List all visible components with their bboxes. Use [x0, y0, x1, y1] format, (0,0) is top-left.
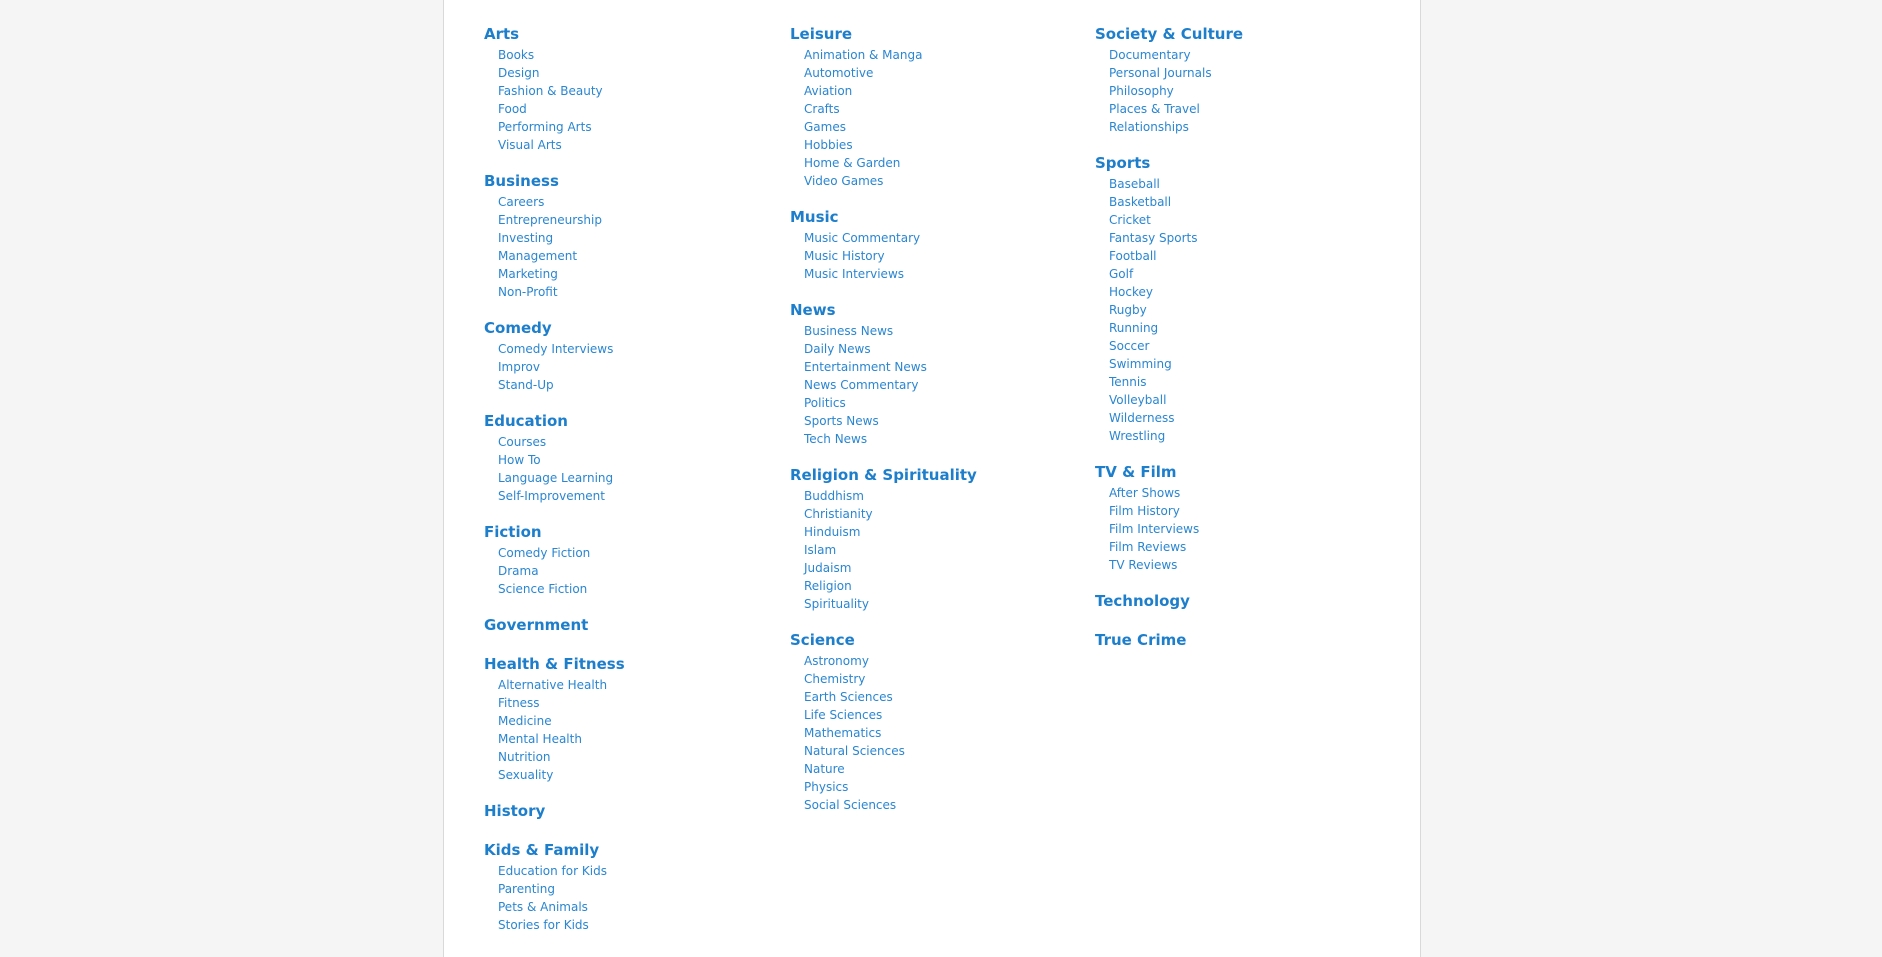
- subcategory-link-philosophy[interactable]: Philosophy: [1109, 84, 1174, 98]
- subcategory-list: [790, 652, 1090, 814]
- category-link-arts[interactable]: Arts: [484, 25, 520, 43]
- subcategory-link-mental-health[interactable]: Mental Health: [498, 732, 582, 746]
- subcategory-link-social-sciences[interactable]: Social Sciences: [804, 798, 897, 812]
- subcategory-link-pets-and-animals[interactable]: Pets & Animals: [498, 900, 588, 914]
- subcategory-link-relationships[interactable]: Relationships: [1109, 120, 1189, 134]
- category-link-true-crime[interactable]: True Crime: [1095, 631, 1187, 649]
- subcategory-link-management[interactable]: Management: [498, 249, 578, 263]
- category-directory: [443, 0, 1421, 957]
- category-group-sports: [1095, 153, 1395, 445]
- subcategory-link-volleyball[interactable]: Volleyball: [1109, 393, 1167, 407]
- category-column-3: [1095, 24, 1395, 669]
- subcategory-link-how-to[interactable]: How To: [498, 453, 541, 467]
- subcategory-link-life-sciences[interactable]: Life Sciences: [804, 708, 883, 722]
- subcategory-link-football[interactable]: Football: [1109, 249, 1157, 263]
- category-link-government[interactable]: Government: [484, 616, 589, 634]
- category-link-sports[interactable]: Sports: [1095, 154, 1151, 172]
- subcategory-link-stories-for-kids[interactable]: Stories for Kids: [498, 918, 589, 932]
- subcategory-link-soccer[interactable]: Soccer: [1109, 339, 1150, 353]
- subcategory-link-astronomy[interactable]: Astronomy: [804, 654, 869, 668]
- subcategory-link-film-history[interactable]: Film History: [1109, 504, 1180, 518]
- subcategory-link-medicine[interactable]: Medicine: [498, 714, 552, 728]
- category-group-government: [484, 615, 784, 637]
- category-group-arts: [484, 24, 784, 154]
- subcategory-link-daily-news[interactable]: Daily News: [804, 342, 871, 356]
- subcategory-link-fitness[interactable]: Fitness: [498, 696, 540, 710]
- subcategory-link-science-fiction[interactable]: Science Fiction: [498, 582, 588, 596]
- subcategory-link-islam[interactable]: Islam: [804, 543, 837, 557]
- subcategory-list: [790, 46, 1090, 190]
- category-link-tv-and-film[interactable]: TV & Film: [1095, 463, 1177, 481]
- subcategory-link-physics[interactable]: Physics: [804, 780, 849, 794]
- subcategory-list: [484, 340, 784, 394]
- subcategory-link-rugby[interactable]: Rugby: [1109, 303, 1147, 317]
- subcategory-link-fashion-and-beauty[interactable]: Fashion & Beauty: [498, 84, 603, 98]
- category-link-leisure[interactable]: Leisure: [790, 25, 853, 43]
- subcategory-link-books[interactable]: Books: [498, 48, 535, 62]
- subcategory-link-design[interactable]: Design: [498, 66, 540, 80]
- subcategory-link-hinduism[interactable]: Hinduism: [804, 525, 861, 539]
- subcategory-list: [1095, 46, 1395, 136]
- subcategory-link-tv-reviews[interactable]: TV Reviews: [1109, 558, 1178, 572]
- subcategory-list: [484, 46, 784, 154]
- category-column-2: [790, 24, 1090, 831]
- subcategory-link-nature[interactable]: Nature: [804, 762, 845, 776]
- subcategory-link-stand-up[interactable]: Stand-Up: [498, 378, 554, 392]
- subcategory-link-marketing[interactable]: Marketing: [498, 267, 558, 281]
- subcategory-link-video-games[interactable]: Video Games: [804, 174, 884, 188]
- subcategory-link-aviation[interactable]: Aviation: [804, 84, 853, 98]
- category-group-health-and-fitness: [484, 654, 784, 784]
- subcategory-link-courses[interactable]: Courses: [498, 435, 547, 449]
- subcategory-link-baseball[interactable]: Baseball: [1109, 177, 1160, 191]
- subcategory-link-alternative-health[interactable]: Alternative Health: [498, 678, 608, 692]
- subcategory-link-after-shows[interactable]: After Shows: [1109, 486, 1181, 500]
- category-group-religion-and-spirituality: [790, 465, 1090, 613]
- category-group-science: [790, 630, 1090, 814]
- subcategory-link-crafts[interactable]: Crafts: [804, 102, 840, 116]
- subcategory-link-animation-and-manga[interactable]: Animation & Manga: [804, 48, 923, 62]
- subcategory-link-basketball[interactable]: Basketball: [1109, 195, 1172, 209]
- subcategory-link-news-commentary[interactable]: News Commentary: [804, 378, 919, 392]
- subcategory-link-music-commentary[interactable]: Music Commentary: [804, 231, 921, 245]
- subcategory-link-running[interactable]: Running: [1109, 321, 1159, 335]
- category-link-music[interactable]: Music: [790, 208, 839, 226]
- subcategory-link-mathematics[interactable]: Mathematics: [804, 726, 882, 740]
- subcategory-link-entertainment-news[interactable]: Entertainment News: [804, 360, 927, 374]
- subcategory-link-home-and-garden[interactable]: Home & Garden: [804, 156, 901, 170]
- subcategory-list: [790, 229, 1090, 283]
- category-link-education[interactable]: Education: [484, 412, 568, 430]
- category-group-news: [790, 300, 1090, 448]
- subcategory-link-parenting[interactable]: Parenting: [498, 882, 555, 896]
- subcategory-link-wilderness[interactable]: Wilderness: [1109, 411, 1175, 425]
- subcategory-link-wrestling[interactable]: Wrestling: [1109, 429, 1166, 443]
- subcategory-link-careers[interactable]: Careers: [498, 195, 545, 209]
- subcategory-link-education-for-kids[interactable]: Education for Kids: [498, 864, 607, 878]
- subcategory-link-chemistry[interactable]: Chemistry: [804, 672, 866, 686]
- subcategory-link-fantasy-sports[interactable]: Fantasy Sports: [1109, 231, 1198, 245]
- subcategory-link-hockey[interactable]: Hockey: [1109, 285, 1153, 299]
- category-group-leisure: [790, 24, 1090, 190]
- category-link-kids-and-family[interactable]: Kids & Family: [484, 841, 600, 859]
- subcategory-list: [484, 193, 784, 301]
- subcategory-link-visual-arts[interactable]: Visual Arts: [498, 138, 562, 152]
- subcategory-link-self-improvement[interactable]: Self-Improvement: [498, 489, 605, 503]
- subcategory-link-film-interviews[interactable]: Film Interviews: [1109, 522, 1200, 536]
- category-group-society-and-culture: [1095, 24, 1395, 136]
- subcategory-link-business-news[interactable]: Business News: [804, 324, 894, 338]
- subcategory-link-documentary[interactable]: Documentary: [1109, 48, 1191, 62]
- category-group-kids-and-family: [484, 840, 784, 934]
- subcategory-link-hobbies[interactable]: Hobbies: [804, 138, 853, 152]
- subcategory-link-performing-arts[interactable]: Performing Arts: [498, 120, 592, 134]
- subcategory-link-food[interactable]: Food: [498, 102, 527, 116]
- category-link-society-and-culture[interactable]: Society & Culture: [1095, 25, 1244, 43]
- subcategory-list: [484, 862, 784, 934]
- category-link-business[interactable]: Business: [484, 172, 559, 190]
- subcategory-link-games[interactable]: Games: [804, 120, 846, 134]
- category-column-1: [484, 24, 784, 951]
- subcategory-link-music-interviews[interactable]: Music Interviews: [804, 267, 905, 281]
- category-group-history: [484, 801, 784, 823]
- subcategory-link-improv[interactable]: Improv: [498, 360, 540, 374]
- subcategory-link-golf[interactable]: Golf: [1109, 267, 1134, 281]
- subcategory-list: [484, 433, 784, 505]
- category-link-religion-and-spirituality[interactable]: Religion & Spirituality: [790, 466, 977, 484]
- category-link-science[interactable]: Science: [790, 631, 855, 649]
- subcategory-link-film-reviews[interactable]: Film Reviews: [1109, 540, 1187, 554]
- category-link-history[interactable]: History: [484, 802, 546, 820]
- subcategory-link-natural-sciences[interactable]: Natural Sciences: [804, 744, 905, 758]
- subcategory-link-non-profit[interactable]: Non-Profit: [498, 285, 558, 299]
- subcategory-list: [484, 544, 784, 598]
- subcategory-list: [484, 676, 784, 784]
- subcategory-link-music-history[interactable]: Music History: [804, 249, 885, 263]
- subcategory-link-sports-news[interactable]: Sports News: [804, 414, 879, 428]
- category-link-technology[interactable]: Technology: [1095, 592, 1190, 610]
- subcategory-link-earth-sciences[interactable]: Earth Sciences: [804, 690, 893, 704]
- category-group-education: [484, 411, 784, 505]
- subcategory-link-entrepreneurship[interactable]: Entrepreneurship: [498, 213, 602, 227]
- subcategory-list: [1095, 175, 1395, 445]
- category-group-business: [484, 171, 784, 301]
- category-link-comedy[interactable]: Comedy: [484, 319, 552, 337]
- subcategory-link-spirituality[interactable]: Spirituality: [804, 597, 869, 611]
- subcategory-link-religion[interactable]: Religion: [804, 579, 852, 593]
- subcategory-link-tech-news[interactable]: Tech News: [804, 432, 868, 446]
- subcategory-list: [790, 487, 1090, 613]
- category-group-comedy: [484, 318, 784, 394]
- subcategory-link-investing[interactable]: Investing: [498, 231, 554, 245]
- category-group-tv-and-film: [1095, 462, 1395, 574]
- subcategory-link-buddhism[interactable]: Buddhism: [804, 489, 864, 503]
- category-group-fiction: [484, 522, 784, 598]
- subcategory-link-language-learning[interactable]: Language Learning: [498, 471, 614, 485]
- subcategory-link-nutrition[interactable]: Nutrition: [498, 750, 551, 764]
- category-group-true-crime: [1095, 630, 1395, 652]
- subcategory-link-judaism[interactable]: Judaism: [804, 561, 852, 575]
- subcategory-link-automotive[interactable]: Automotive: [804, 66, 874, 80]
- subcategory-link-christianity[interactable]: Christianity: [804, 507, 873, 521]
- subcategory-link-politics[interactable]: Politics: [804, 396, 846, 410]
- subcategory-link-personal-journals[interactable]: Personal Journals: [1109, 66, 1212, 80]
- subcategory-list: [790, 322, 1090, 448]
- category-link-health-and-fitness[interactable]: Health & Fitness: [484, 655, 625, 673]
- subcategory-list: [1095, 484, 1395, 574]
- subcategory-link-cricket[interactable]: Cricket: [1109, 213, 1151, 227]
- subcategory-link-drama[interactable]: Drama: [498, 564, 539, 578]
- category-link-fiction[interactable]: Fiction: [484, 523, 542, 541]
- subcategory-link-places-and-travel[interactable]: Places & Travel: [1109, 102, 1200, 116]
- category-group-music: [790, 207, 1090, 283]
- subcategory-link-swimming[interactable]: Swimming: [1109, 357, 1172, 371]
- subcategory-link-tennis[interactable]: Tennis: [1109, 375, 1147, 389]
- category-group-technology: [1095, 591, 1395, 613]
- subcategory-link-comedy-fiction[interactable]: Comedy Fiction: [498, 546, 591, 560]
- category-link-news[interactable]: News: [790, 301, 836, 319]
- subcategory-link-comedy-interviews[interactable]: Comedy Interviews: [498, 342, 614, 356]
- subcategory-link-sexuality[interactable]: Sexuality: [498, 768, 554, 782]
